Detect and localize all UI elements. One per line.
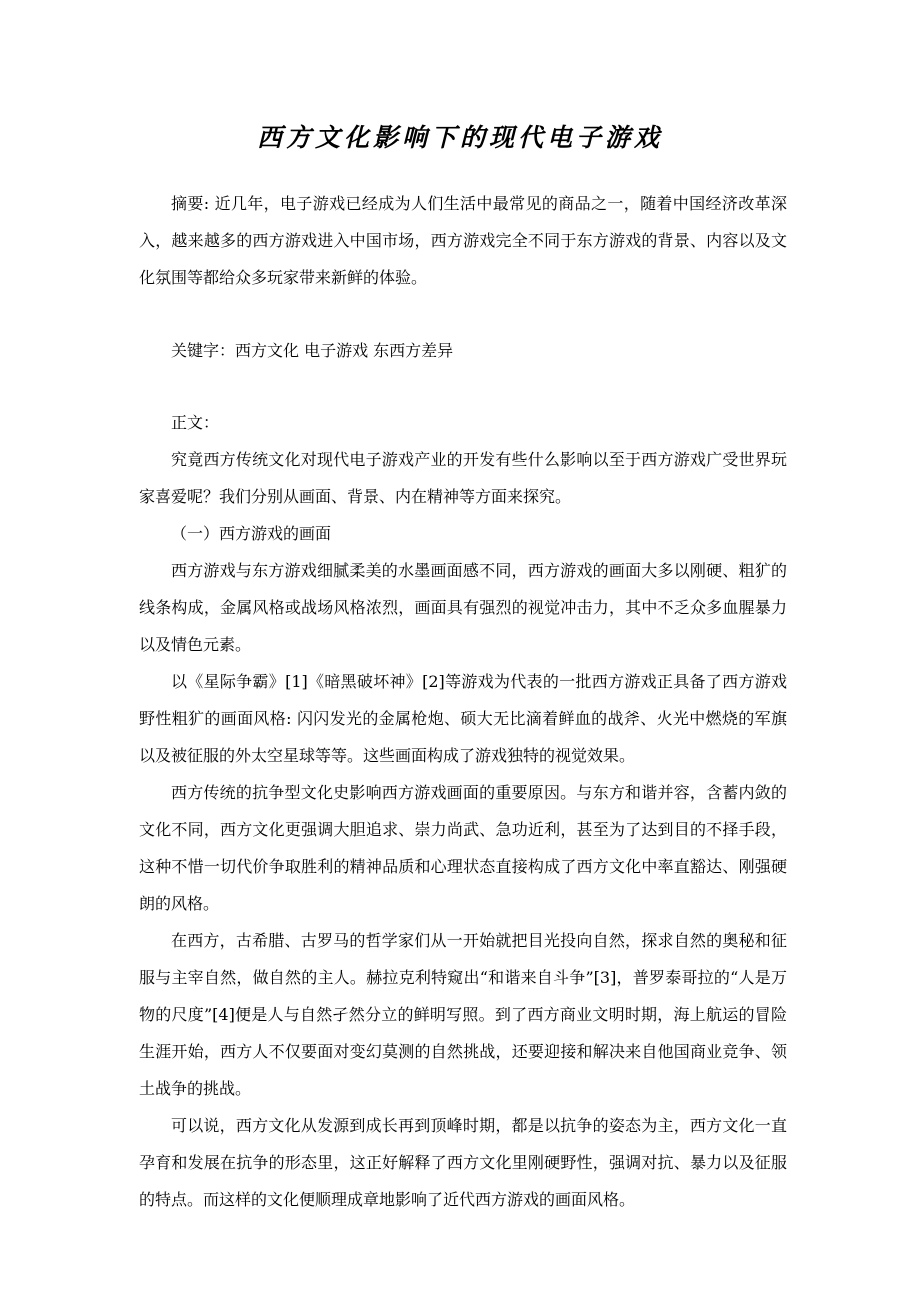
keywords-line: 关键字：西方文化 电子游戏 东西方差异 bbox=[171, 341, 454, 360]
body-paragraph-1: 究竟西方传统文化对现代电子游戏产业的开发有些什么影响以至于西方游戏广受世界玩家喜爱呢？我们分别从画面、背景、内在精神等方面来探究。 bbox=[139, 450, 787, 506]
body-paragraph-4: 西方传统的抗争型文化史影响西方游戏画面的重要原因。与东方和谐并容，含蓄内敛的文化不同，西方文化更强调大胆追求、崇力尚武、急功近利，甚至为了达到目的不择手段，这种不惜一切代价争取胜利的精神品质和心理状态直接构成了西方文化中率直豁达、刚强硬朗的风格。 bbox=[139, 783, 787, 913]
body-paragraph-3: 以《星际争霸》[1]《暗黑破坏神》[2]等游戏为代表的一批西方游戏正具备了西方游戏野性粗犷的画面风格: 闪闪发光的金属枪炮、硕大无比滴着鲜血的战斧、火光中燃烧的军旗以及被征服的外太空星球等等。这些画面构成了游戏独特的视觉效果。 bbox=[139, 672, 787, 765]
body-paragraph-6: 可以说，西方文化从发源到成长再到顶峰时期，都是以抗争的姿态为主，西方文化一直孕育和发展在抗争的形态里，这正好解释了西方文化里刚硬野性，强调对抗、暴力以及征服的特点。而这样的文化便顺理成章地影响了近代西方游戏的画面风格。 bbox=[139, 1116, 787, 1209]
body-label: 正文： bbox=[171, 413, 220, 432]
document-title: 西方文化影响下的现代电子游戏 bbox=[256, 123, 663, 152]
body-paragraph-5: 在西方，古希腊、古罗马的哲学家们从一开始就把目光投向自然，探求自然的奥秘和征服与主宰自然，做自然的主人。赫拉克利特窥出“和谐来自斗争”[3]，普罗泰哥拉的“人是万物的尺度”[4]便是人与自然孑然分立的鲜明写照。到了西方商业文明时期，海上航运的冒险生涯开始，西方人不仅要面对变幻莫测的自然挑战，还要迎接和解决来自他国商业竞争、领土战争的挑战。 bbox=[139, 931, 787, 1098]
section-heading: （一）西方游戏的画面 bbox=[171, 524, 332, 543]
body-paragraph-2: 西方游戏与东方游戏细腻柔美的水墨画面感不同，西方游戏的画面大多以刚硬、粗犷的线条构成，金属风格或战场风格浓烈，画面具有强烈的视觉冲击力，其中不乏众多血腥暴力以及情色元素。 bbox=[139, 561, 787, 654]
keywords-section bbox=[139, 332, 787, 369]
abstract-section bbox=[139, 185, 787, 296]
abstract-paragraph: 摘要: 近几年，电子游戏已经成为人们生活中最常见的商品之一，随着中国经济改革深入，越来越多的西方游戏进入中国市场，西方游戏完全不同于东方游戏的背景、内容以及文化氛围等都给众多玩家带来新鲜的体验。 bbox=[139, 194, 787, 287]
main-body bbox=[139, 404, 787, 1218]
